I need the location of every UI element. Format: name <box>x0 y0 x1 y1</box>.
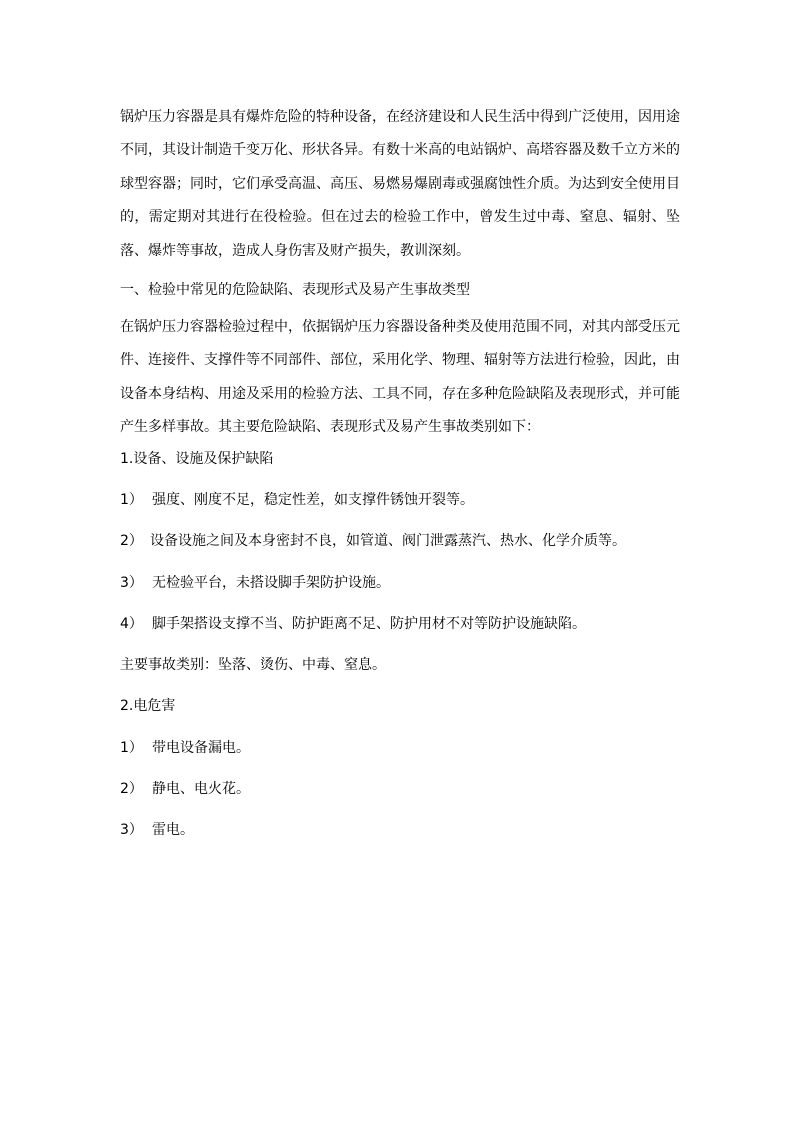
section-paragraph: 在锅炉压力容器检验过程中，依据锅炉压力容器设备种类及使用范围不同，对其内部受压元件、连接件、支撑件等不同部件、部位，采用化学、物理、辐射等方法进行检验，因此，由设备本身结构、用途及采用的检验方法、工具不同，存在多种危险缺陷及表现形式，并可能产生多样事故。其主要危险缺陷、表现形式及易产生事故类别如下： <box>120 319 680 436</box>
list-item <box>120 734 680 775</box>
list-item <box>120 569 680 610</box>
list-item-number: 3） <box>120 574 143 591</box>
list-item-text: 无检验平台，未搭设脚手架防护设施。 <box>152 574 390 591</box>
list-item-number: 2） <box>120 533 143 550</box>
list-item-number: 2） <box>120 781 143 798</box>
list-item-number: 1） <box>120 491 143 508</box>
list-item <box>120 610 680 651</box>
list-item-number: 4） <box>120 615 143 632</box>
subsection-heading-2: 2.电危害 <box>120 698 176 715</box>
list-item-text: 雷电。 <box>152 822 194 839</box>
subsection-heading-1: 1.设备、设施及保护缺陷 <box>120 450 274 467</box>
list-item-number: 1） <box>120 739 143 756</box>
list-item-text: 静电、电火花。 <box>152 781 250 798</box>
list-item <box>120 527 680 568</box>
document-body <box>120 101 680 858</box>
list-item <box>120 816 680 857</box>
list-item-number: 3） <box>120 822 143 839</box>
section-heading: 一、检验中常见的危险缺陷、表现形式及易产生事故类型 <box>120 282 470 299</box>
list-item <box>120 486 680 527</box>
list-item-text: 带电设备漏电。 <box>152 739 250 756</box>
accident-types-line: 主要事故类别：坠落、烫伤、中毒、窒息。 <box>120 657 386 674</box>
intro-paragraph: 锅炉压力容器是具有爆炸危险的特种设备，在经济建设和人民生活中得到广泛使用，因用途不同，其设计制造千变万化、形状各异。有数十米高的电站锅炉、高塔容器及数千立方米的球型容器；同时，它们承受高温、高压、易燃易爆剧毒或强腐蚀性介质。为达到安全使用目的，需定期对其进行在役检验。但在过去的检验工作中，曾发生过中毒、窒息、辐射、坠落、爆炸等事故，造成人身伤害及财产损失，教训深刻。 <box>120 109 680 259</box>
list-item <box>120 775 680 816</box>
list-item-text: 脚手架搭设支撑不当、防护距离不足、防护用材不对等防护设施缺陷。 <box>152 615 586 632</box>
list-item-text: 强度、刚度不足，稳定性差，如支撑件锈蚀开裂等。 <box>152 491 474 508</box>
list-item-text: 设备设施之间及本身密封不良，如管道、阀门泄露蒸汽、热水、化学介质等。 <box>150 533 626 550</box>
